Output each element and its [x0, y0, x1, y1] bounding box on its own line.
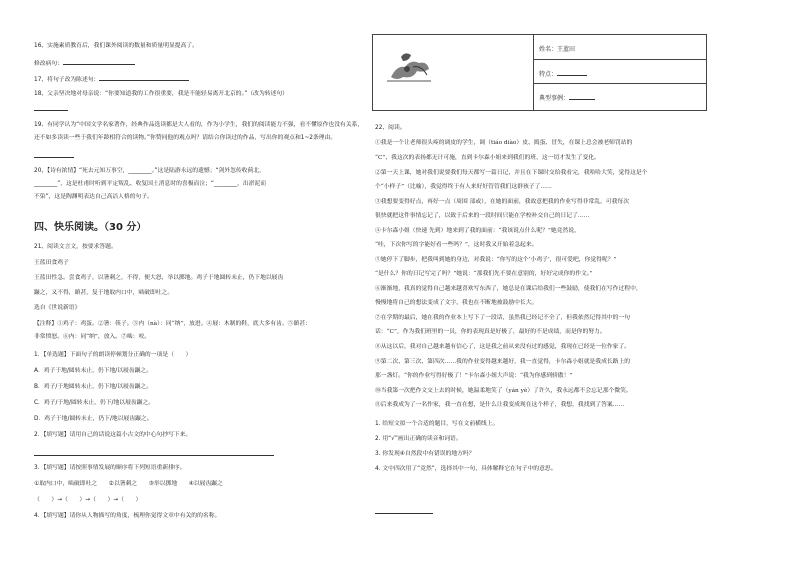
reading-question-1: 1. 给短文拟一个合适的题目，写在文前横线上。	[375, 421, 499, 427]
character-card	[372, 34, 707, 111]
passage-source: 选自《世说新语》	[34, 305, 81, 311]
card-trait-field: 特点：	[539, 69, 587, 78]
reading-line-4: 个“小样子”（比喻），我觉得终于有人来好好管管我们这群孩子了……	[375, 184, 552, 190]
passage-title: 王蓝田食鸡子	[34, 260, 69, 266]
reading-line-18: ⑩当我第一次把作文交上去的时候，她温柔地笑了（yán yè）了许久，我永远都不会忘记那个微笑。	[375, 388, 632, 394]
question-17: 17、将句子改为陈述句：	[34, 74, 189, 84]
question-21: 21、阅读文言文，按要求答题。	[34, 244, 117, 250]
sub-question-3: 3．【填写题】请按照事情发展的顺序将下列短语重新排序。	[34, 465, 186, 471]
reading-line-12: 慢慢地将自己的想法变成了文字，我也在不断地被鼓励中长大。	[375, 300, 538, 306]
option-c: C．鸡子/于地/圆转未止，仍下/地以屐齿蹍之。	[34, 400, 155, 406]
option-a: A．鸡子于地/圆转未止，仍下地/以屐齿蹍之。	[34, 368, 153, 374]
passage-line-2: 蹍之，又不得，瞋甚，复于地取内口中，啮破即吐之。	[34, 290, 174, 296]
answer-line	[34, 455, 274, 456]
passage-notes-1: 【注释】①鸡子：鸡蛋。②箸：筷子。③内（nà）：同“纳”，放进。④屐：木制的鞋，底大多有齿。⑤瞋甚：	[34, 321, 311, 327]
reading-question-3: 3. 你发现④自然段中有错误的地方吗？	[375, 451, 475, 457]
sub-question-4: 4．【填写题】请你从人物描写的角度，梳理你觉得文章中有关的的名称。	[34, 513, 221, 519]
sub-question-1: 1．【单选题】下面句子的朗读停顿划分正确的一项是（ ）	[34, 352, 192, 358]
option-b: B．鸡子/于地圆转未止，仍下地/以屐齿蹍之。	[34, 384, 153, 390]
reading-line-15: ⑧从这以后，我对自己越来越有信心了，这是我之前从来没有过的感觉，我现在已经是一位作家了。	[375, 344, 631, 350]
reading-line-19: ⑪后来我成为了一名作家，我一直在想，是什么让我变成现在这个样子，我想，我找到了答案……	[375, 402, 625, 408]
question-20-line2: ________”，这是杜甫时听到平定叛乱、收复国土消息时的喜极而泣；“________，出淤泥而	[34, 181, 267, 187]
card-events-field: 典型事例：	[539, 93, 595, 102]
reading-line-14: 话：“C”，作为我们班里的一员，你的表现真是好极了，最好的不是成绩，而是你的努力。	[375, 329, 606, 335]
reading-line-2: “C”，我这次的表扬都无计可施，直到卡尔森小姐来到我们的班，这一切才发生了变化。	[375, 155, 600, 161]
answer-line	[34, 157, 74, 158]
passage-notes-2: 非常愤怒。⑥内：同“纳”，放入。⑦啮：咬。	[34, 334, 151, 340]
passage-line-1: 王蓝田性急。尝食鸡子，以箸刺之，不得，便大怒，举以掷地。鸡子于地圆转未止，仍下地以屐齿	[34, 275, 284, 281]
reading-line-6: 很快就把这件事情忘记了，以致于后来的一段时间只能在学校补交自己的日记了……	[375, 213, 590, 219]
reading-line-8: “哇，下次你写的字能好看一些吗？”，这时我又开始着急起来。	[375, 242, 538, 248]
reading-line-1: ①我是一个让老师很头疼的调皮的学生，调（tiáo diào）皮、捣蛋、冒失，在课上总会被老师罚站的	[375, 140, 633, 146]
reading-line-7: ④卡尔森小姐（快速 先到）地来到了我的面前：“我该说点什么呢？”她竟然说，	[375, 228, 580, 234]
reading-question-2: 2. 用“√”画出正确的读音和词语。	[375, 436, 462, 442]
reading-line-5: ③我想要变得好点，再好一点（周围 部或），在她的面前，我故意把我的作业写得非常乱，可我每次	[375, 199, 630, 205]
reading-line-9: ⑤她停下了脚步，把我叫到她的身边，对我说：“你写的这个‘小鸡子’，很可爱吧，你觉得呢？”	[375, 257, 617, 263]
reading-line-13: ⑦在学期的最后，她在我的作业本上写下了一段话，虽然我已经记不全了，但我依然记得其中的一句	[375, 315, 631, 321]
reading-line-3: ②第一天上课，她对我们说要我们每天都写一篇日记，并且在下课时交给我看完，我哈哈大笑，觉得这是个	[375, 170, 648, 176]
sub-question-3-items: ①取内口中，啮破即吐之 ②以箸刺之 ③举以掷地 ④以屐齿蹍之	[34, 481, 223, 487]
answer-line	[375, 513, 433, 514]
reading-line-16: ⑨第二次、第三次、第四次……我的作业变得越来越好，我一直觉得，卡尔森小姐就是我成长路上的	[375, 359, 631, 365]
reading-line-11: ⑥渐渐地，我真的觉得自己越来越喜欢写东西了，她总是在课后给我们一些鼓励，使我们在写作过程中，	[375, 286, 642, 292]
question-19-line2: 还不如多读读一些于我们年龄相符合的读物。”你赞同他的观点吗？请结合你读过的作品，写出你的观点和1~2条理由。	[34, 135, 337, 141]
sub-question-3-order: （ ）→（ ）→（ ）→（ ）	[34, 497, 142, 503]
question-20-line3: 不染”，这是陶渊明表达自己高洁人格的句子。	[34, 194, 153, 200]
question-20-line1: 20、【诗有浓情】“死去元知万事空，________。”这是陆游永远的遗憾；“剑外忽传收蓟北，	[34, 168, 265, 174]
question-16: 16、实施素质教育后，我们课外阅读的数量和质量明显提高了。	[34, 43, 198, 49]
section-4-title: 四、快乐阅读。（30 分）	[34, 222, 147, 233]
sub-question-2: 2．【填写题】请用自己的话说这篇小古文的中心句抄写下来。	[34, 432, 192, 438]
card-name-field: 姓名：王蓝田	[539, 46, 576, 53]
reading-question-4: 4. 文中四次用了“竟然”，选择其中一句，具体解释它在句子中的意思。	[375, 466, 557, 472]
reading-line-10: “是什么？你的日记写完了吗？”她说：“那我们先不要在意别的，好好完成你的作文。”	[375, 271, 593, 277]
reading-line-17: 那一盏灯。“你的作业写得好极了！”卡尔森小姐大声说：“我为你感到骄傲！”	[375, 373, 573, 379]
question-18: 18、父亲坚决地对母亲说：“你要知道我的工作很重要，我是不能轻易离开北京的。”（改为转述句）	[34, 91, 288, 97]
answer-line	[34, 110, 68, 111]
option-d: D．鸡子于地/圆转未止，仍下/地以屐齿蹍之。	[34, 416, 153, 422]
question-22: 22、阅读。	[375, 125, 406, 131]
question-16-fix-label: 修改病句：	[34, 58, 135, 68]
ink-portrait-icon	[383, 47, 435, 85]
question-19-line1: 19、有同学认为“中国文学名家著作，经典作品选读都是大人看的，作为小学生，我们的阅读能力不强，看不懂原作也没有关系，	[34, 122, 364, 128]
